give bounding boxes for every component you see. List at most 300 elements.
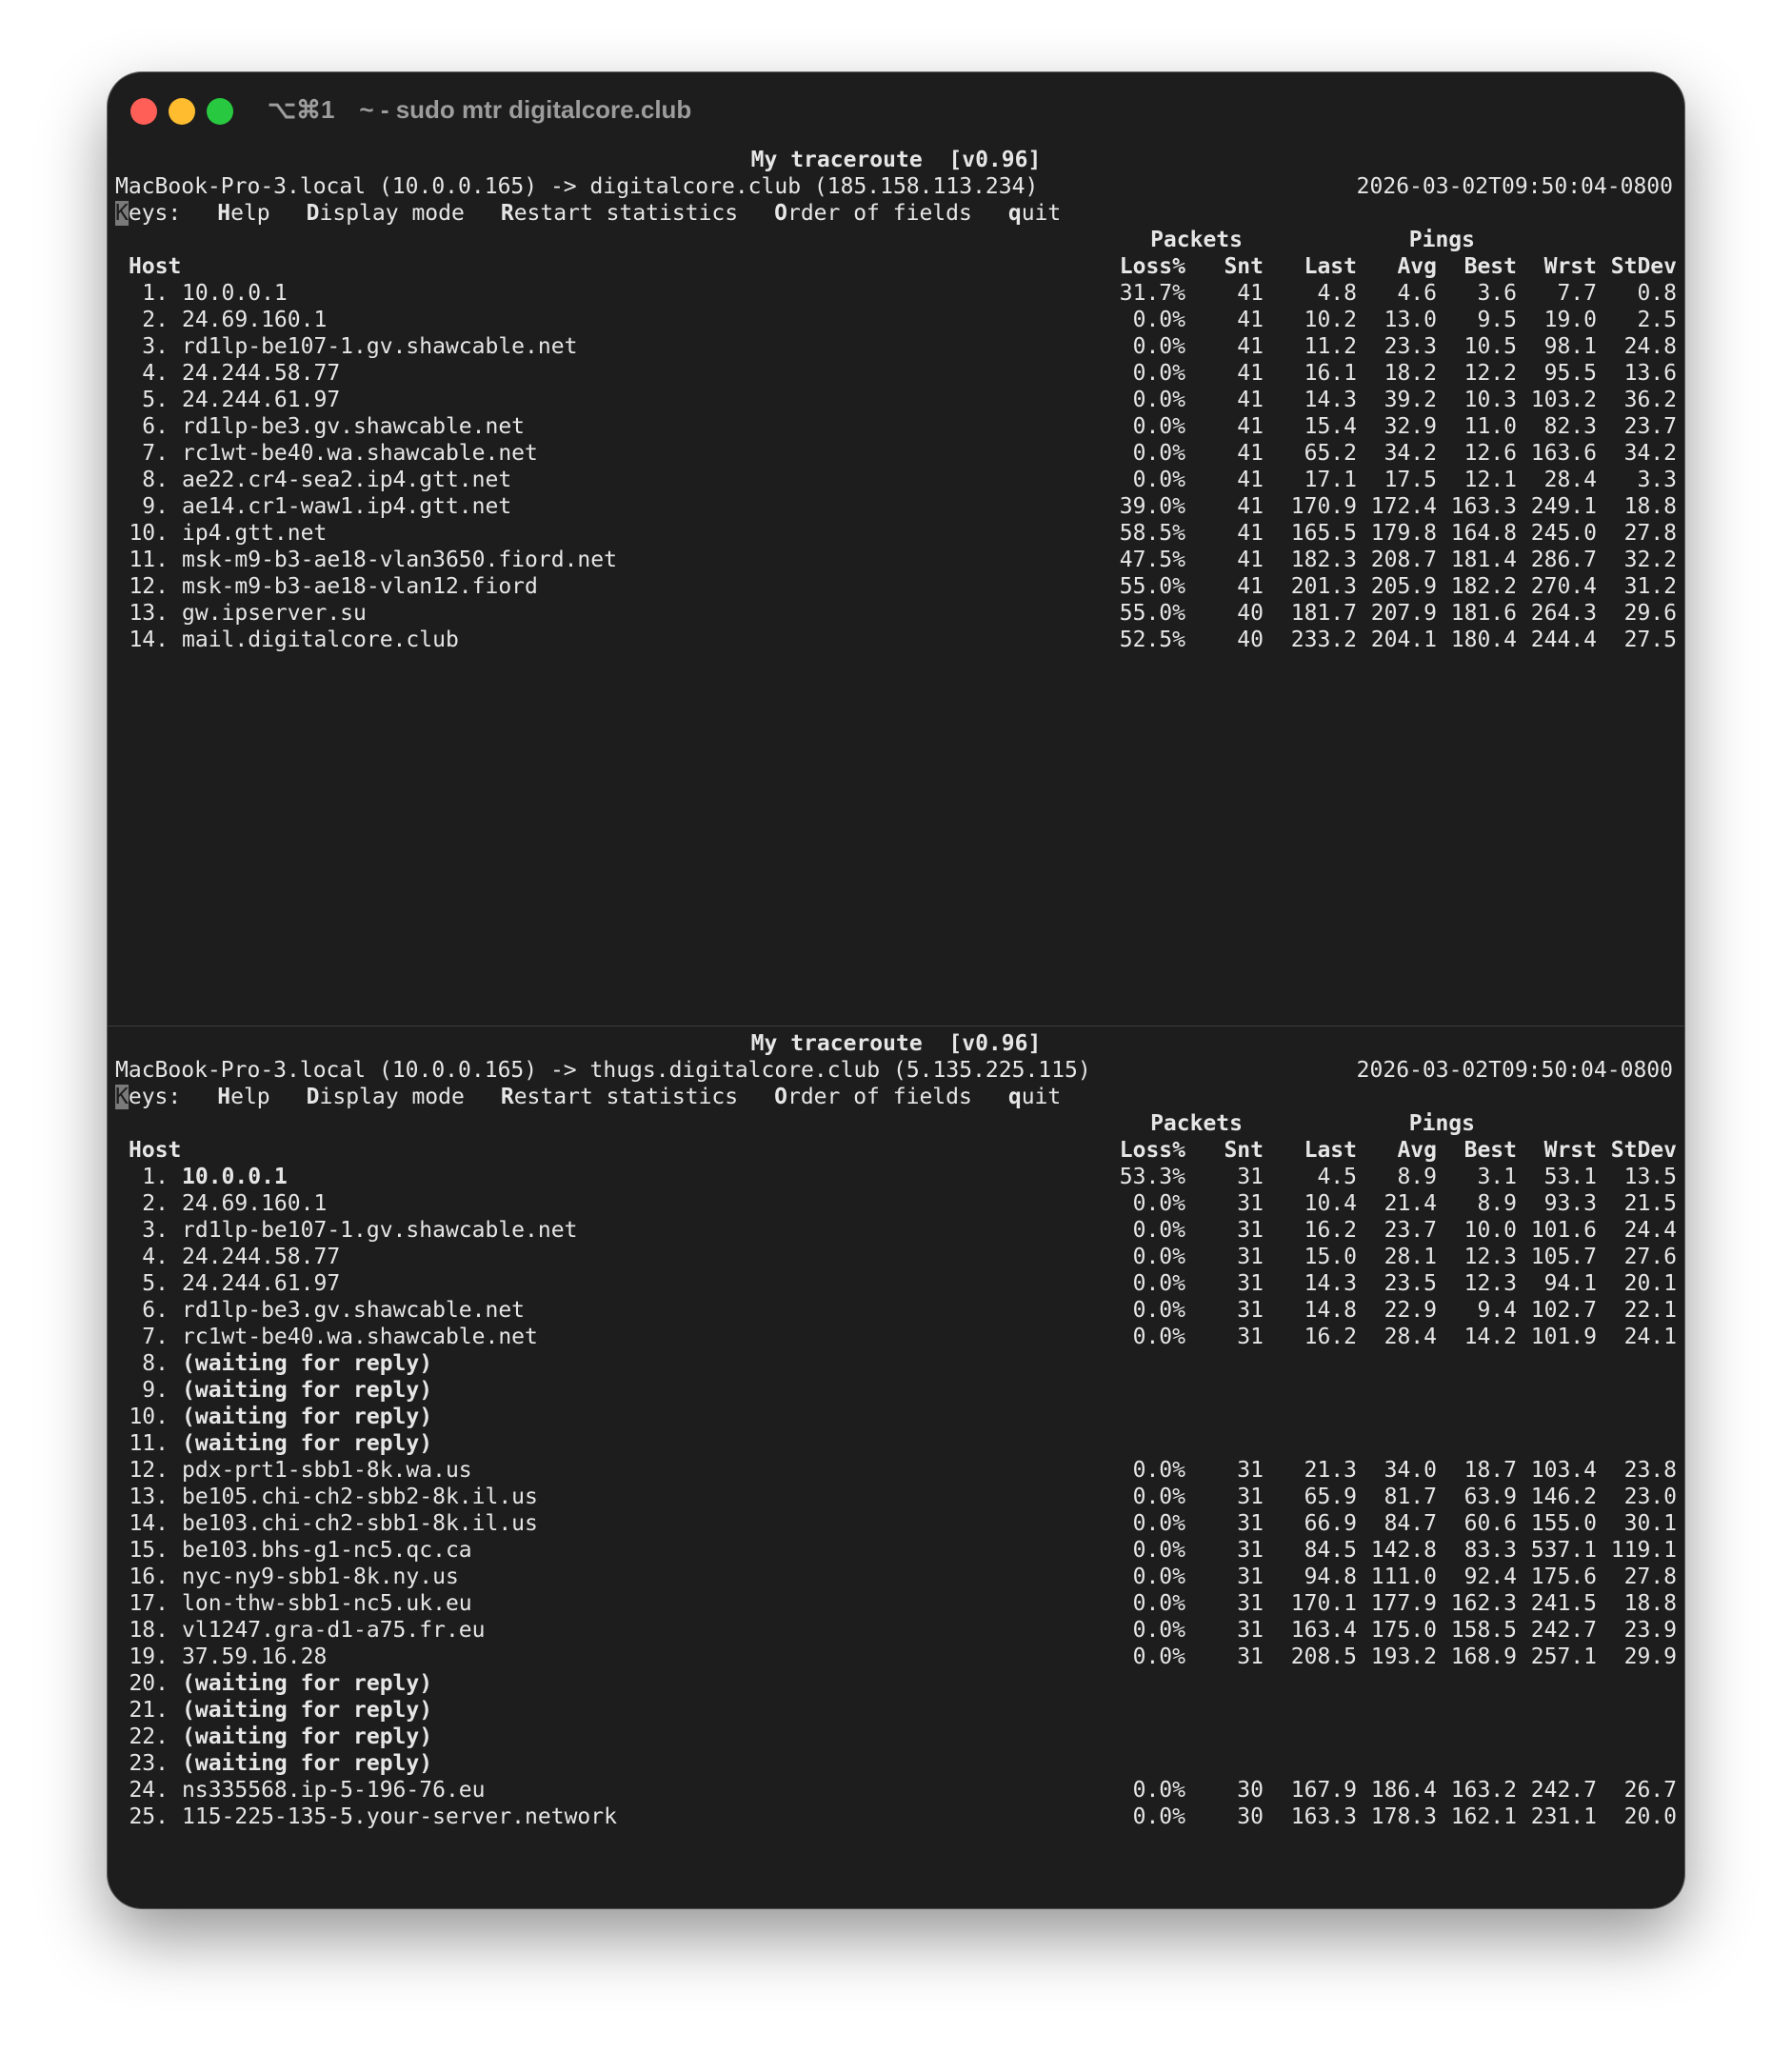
stdev-value: 23.9 bbox=[1623, 1618, 1677, 1643]
hop-number: 22. bbox=[129, 1724, 169, 1749]
hop-hostname: (waiting for reply) bbox=[182, 1351, 433, 1376]
hop-number: 18. bbox=[129, 1618, 169, 1643]
stdev-value: 27.8 bbox=[1623, 521, 1677, 546]
wrst-value: 53.1 bbox=[1543, 1165, 1597, 1189]
stdev-value: 27.8 bbox=[1623, 1565, 1677, 1589]
best-value: 10.0 bbox=[1463, 1218, 1517, 1243]
best-value: 158.5 bbox=[1450, 1618, 1517, 1643]
hop-hostname: be105.chi-ch2-sbb2-8k.il.us bbox=[182, 1485, 538, 1509]
hop-number: 4. bbox=[142, 361, 169, 386]
loss-value: 0.0% bbox=[1132, 1511, 1185, 1536]
hop-host-cell bbox=[115, 1724, 432, 1750]
hop-number: 12. bbox=[129, 574, 169, 599]
hop-number: 5. bbox=[142, 1271, 169, 1296]
hop-row bbox=[115, 547, 1677, 573]
command-label: uit bbox=[1021, 201, 1062, 226]
snt-value: 41 bbox=[1237, 414, 1264, 439]
hop-number: 11. bbox=[129, 548, 169, 572]
snt-value: 41 bbox=[1237, 281, 1264, 306]
avg-value: 13.0 bbox=[1384, 308, 1437, 332]
best-value: 168.9 bbox=[1450, 1644, 1517, 1669]
hop-host-cell bbox=[115, 1697, 432, 1724]
wrst-value: 264.3 bbox=[1530, 601, 1597, 626]
window-title bbox=[268, 95, 691, 125]
loss-column-header: Loss% bbox=[1119, 1138, 1185, 1163]
loss-value: 0.0% bbox=[1132, 1458, 1185, 1483]
best-value: 12.2 bbox=[1463, 361, 1517, 386]
stdev-value: 27.5 bbox=[1623, 628, 1677, 652]
last-value: 15.4 bbox=[1304, 414, 1357, 439]
hop-number: 7. bbox=[142, 441, 169, 466]
column-header-row bbox=[115, 1137, 1677, 1164]
hop-hostname: ns335568.ip-5-196-76.eu bbox=[182, 1778, 486, 1803]
last-value: 181.7 bbox=[1290, 601, 1357, 626]
snt-value: 40 bbox=[1237, 628, 1264, 652]
keys-label: eys: bbox=[128, 201, 182, 226]
cursor-key-mark: K bbox=[115, 1085, 129, 1109]
stdev-value: 24.1 bbox=[1623, 1325, 1677, 1349]
avg-value: 17.5 bbox=[1384, 468, 1437, 492]
snt-value: 41 bbox=[1237, 441, 1264, 466]
hop-row bbox=[115, 307, 1677, 333]
hop-row bbox=[115, 1804, 1677, 1830]
best-value: 18.7 bbox=[1463, 1458, 1517, 1483]
last-value: 182.3 bbox=[1290, 548, 1357, 572]
cursor-key-mark: K bbox=[115, 201, 129, 226]
snt-value: 41 bbox=[1237, 574, 1264, 599]
hop-host-cell bbox=[115, 1564, 459, 1590]
stdev-value: 18.8 bbox=[1623, 494, 1677, 519]
loss-value: 0.0% bbox=[1132, 414, 1185, 439]
hop-host-cell bbox=[115, 1670, 432, 1697]
hop-number: 6. bbox=[142, 414, 169, 439]
avg-value: 4.6 bbox=[1397, 281, 1437, 306]
last-value: 165.5 bbox=[1290, 521, 1357, 546]
loss-value: 0.0% bbox=[1132, 1565, 1185, 1589]
wrst-value: 286.7 bbox=[1530, 548, 1597, 572]
hop-number: 2. bbox=[142, 1191, 169, 1216]
mtr-pane-bottom bbox=[115, 1030, 1677, 1830]
hop-hostname: (waiting for reply) bbox=[182, 1698, 433, 1723]
last-value: 16.1 bbox=[1304, 361, 1357, 386]
hop-row bbox=[115, 573, 1677, 600]
wrst-value: 101.6 bbox=[1530, 1218, 1597, 1243]
avg-value: 8.9 bbox=[1397, 1165, 1437, 1189]
hop-host-cell bbox=[115, 1297, 525, 1324]
hotkey-letter: q bbox=[1007, 201, 1022, 226]
stdev-value: 23.7 bbox=[1623, 414, 1677, 439]
hop-hostname: rd1lp-be3.gv.shawcable.net bbox=[182, 1298, 526, 1323]
snt-column-header: Snt bbox=[1224, 254, 1264, 279]
stdev-column-header: StDev bbox=[1610, 1138, 1677, 1163]
hop-hostname: rc1wt-be40.wa.shawcable.net bbox=[182, 441, 538, 466]
wrst-value: 102.7 bbox=[1530, 1298, 1597, 1323]
last-value: 4.5 bbox=[1317, 1165, 1357, 1189]
stdev-value: 18.8 bbox=[1623, 1591, 1677, 1616]
snt-value: 31 bbox=[1237, 1591, 1264, 1616]
best-column-header: Best bbox=[1463, 254, 1517, 279]
loss-value: 0.0% bbox=[1132, 1298, 1185, 1323]
hotkey-letter: q bbox=[1007, 1085, 1022, 1109]
hop-host-cell bbox=[115, 1510, 538, 1537]
timestamp: 2026-03-02T09:50:04-0800 bbox=[1356, 174, 1673, 199]
avg-value: 205.9 bbox=[1370, 574, 1437, 599]
hop-host-cell bbox=[115, 280, 288, 307]
tab-shortcut: ⌥⌘1 bbox=[268, 95, 335, 124]
key-rder-command[interactable] bbox=[774, 201, 972, 226]
best-value: 9.5 bbox=[1477, 308, 1517, 332]
hotkey-letter: O bbox=[774, 201, 787, 226]
hop-host-cell bbox=[115, 1590, 472, 1617]
wrst-value: 101.9 bbox=[1530, 1325, 1597, 1349]
best-value: 12.3 bbox=[1463, 1245, 1517, 1269]
mtr-heading: My traceroute [v0.96] bbox=[750, 148, 1042, 172]
hotkey-letter: D bbox=[306, 1085, 320, 1109]
best-value: 11.0 bbox=[1463, 414, 1517, 439]
hop-host-cell bbox=[115, 547, 617, 573]
key-isplay-command[interactable] bbox=[307, 1085, 465, 1109]
avg-value: 177.9 bbox=[1370, 1591, 1437, 1616]
hop-row bbox=[115, 520, 1677, 547]
loss-value: 0.0% bbox=[1132, 1218, 1185, 1243]
hop-host-cell bbox=[115, 360, 340, 387]
hop-number: 14. bbox=[129, 1511, 169, 1536]
keys-bar bbox=[115, 200, 1677, 227]
avg-value: 32.9 bbox=[1384, 414, 1437, 439]
wrst-value: 98.1 bbox=[1543, 334, 1597, 359]
wrst-value: 242.7 bbox=[1530, 1618, 1597, 1643]
stdev-value: 23.8 bbox=[1623, 1458, 1677, 1483]
hop-row bbox=[115, 1430, 1677, 1457]
loss-column-header: Loss% bbox=[1119, 254, 1185, 279]
hop-row bbox=[115, 1537, 1677, 1564]
wrst-value: 95.5 bbox=[1543, 361, 1597, 386]
command-label: elp bbox=[230, 201, 270, 226]
mtr-pane-top bbox=[115, 147, 1677, 653]
hop-host-cell bbox=[115, 600, 367, 627]
loss-value: 0.0% bbox=[1132, 1485, 1185, 1509]
loss-value: 0.0% bbox=[1132, 1778, 1185, 1803]
hop-host-cell bbox=[115, 1617, 486, 1644]
last-value: 17.1 bbox=[1304, 468, 1357, 492]
wrst-column-header: Wrst bbox=[1543, 254, 1597, 279]
hop-number: 5. bbox=[142, 388, 169, 412]
hop-hostname: be103.bhs-g1-nc5.qc.ca bbox=[182, 1538, 472, 1563]
loss-value: 0.0% bbox=[1132, 1191, 1185, 1216]
hop-host-cell bbox=[115, 1537, 472, 1564]
hop-number: 2. bbox=[142, 308, 169, 332]
avg-value: 23.3 bbox=[1384, 334, 1437, 359]
hop-row bbox=[115, 1564, 1677, 1590]
avg-value: 81.7 bbox=[1384, 1485, 1437, 1509]
snt-value: 31 bbox=[1237, 1271, 1264, 1296]
stdev-value: 13.6 bbox=[1623, 361, 1677, 386]
best-value: 3.1 bbox=[1477, 1165, 1517, 1189]
hop-hostname: 10.0.0.1 bbox=[182, 1165, 288, 1189]
command-label: estart statistics bbox=[513, 1085, 739, 1109]
key-elp-command[interactable] bbox=[217, 1085, 269, 1109]
packets-group-header: Packets bbox=[1150, 228, 1243, 252]
snt-value: 31 bbox=[1237, 1325, 1264, 1349]
hop-row bbox=[115, 333, 1677, 360]
stdev-value: 119.1 bbox=[1610, 1538, 1677, 1563]
key-rder-command[interactable] bbox=[774, 1085, 972, 1109]
snt-value: 30 bbox=[1237, 1778, 1264, 1803]
hop-number: 15. bbox=[129, 1538, 169, 1563]
stdev-value: 24.8 bbox=[1623, 334, 1677, 359]
last-value: 16.2 bbox=[1304, 1325, 1357, 1349]
hop-host-cell bbox=[115, 387, 340, 413]
packets-group-header: Packets bbox=[1150, 1111, 1243, 1136]
command-label: estart statistics bbox=[513, 201, 739, 226]
last-value: 163.3 bbox=[1290, 1804, 1357, 1829]
hop-hostname: ip4.gtt.net bbox=[182, 521, 328, 546]
snt-value: 31 bbox=[1237, 1485, 1264, 1509]
hop-row bbox=[115, 413, 1677, 440]
wrst-value: 7.7 bbox=[1557, 281, 1597, 306]
loss-value: 58.5% bbox=[1119, 521, 1185, 546]
command-label: uit bbox=[1021, 1085, 1062, 1109]
hop-host-cell bbox=[115, 1777, 486, 1804]
last-value: 163.4 bbox=[1290, 1618, 1357, 1643]
loss-value: 0.0% bbox=[1132, 334, 1185, 359]
hop-number: 23. bbox=[129, 1751, 169, 1776]
loss-value: 55.0% bbox=[1119, 574, 1185, 599]
pings-group-header: Pings bbox=[1408, 228, 1475, 252]
stdev-value: 2.5 bbox=[1637, 308, 1677, 332]
avg-value: 178.3 bbox=[1370, 1804, 1437, 1829]
group-header-row bbox=[115, 227, 1677, 253]
hop-number: 21. bbox=[129, 1698, 169, 1723]
last-value: 10.4 bbox=[1304, 1191, 1357, 1216]
command-label: rder of fields bbox=[786, 201, 972, 226]
stdev-value: 31.2 bbox=[1623, 574, 1677, 599]
stdev-value: 26.7 bbox=[1623, 1778, 1677, 1803]
hop-hostname: 24.244.58.77 bbox=[182, 1245, 341, 1269]
last-value: 4.8 bbox=[1317, 281, 1357, 306]
hotkey-letter: D bbox=[306, 201, 320, 226]
hop-host-cell bbox=[115, 1644, 327, 1670]
best-value: 9.4 bbox=[1477, 1298, 1517, 1323]
hotkey-letter: H bbox=[217, 1085, 231, 1109]
best-value: 8.9 bbox=[1477, 1191, 1517, 1216]
avg-column-header: Avg bbox=[1397, 1138, 1437, 1163]
minimize-button[interactable] bbox=[169, 98, 195, 125]
hop-hostname: 24.244.61.97 bbox=[182, 1271, 341, 1296]
hop-row bbox=[115, 387, 1677, 413]
hop-number: 20. bbox=[129, 1671, 169, 1696]
hop-row bbox=[115, 1350, 1677, 1377]
avg-value: 172.4 bbox=[1370, 494, 1437, 519]
key-elp-command[interactable] bbox=[217, 201, 269, 226]
loss-value: 53.3% bbox=[1119, 1165, 1185, 1189]
wrst-value: 245.0 bbox=[1530, 521, 1597, 546]
route-text: MacBook-Pro-3.local (10.0.0.165) -> thugs.digitalcore.club (5.135.225.115) bbox=[115, 1058, 1091, 1083]
key-uit-command[interactable] bbox=[1008, 201, 1061, 226]
hop-host-cell bbox=[115, 1430, 432, 1457]
hop-host-cell bbox=[115, 520, 327, 547]
hop-number: 12. bbox=[129, 1458, 169, 1483]
hop-number: 13. bbox=[129, 601, 169, 626]
avg-value: 34.0 bbox=[1384, 1458, 1437, 1483]
keys-label: eys: bbox=[128, 1085, 182, 1109]
loss-value: 0.0% bbox=[1132, 441, 1185, 466]
stdev-value: 24.4 bbox=[1623, 1218, 1677, 1243]
wrst-value: 175.6 bbox=[1530, 1565, 1597, 1589]
hop-row bbox=[115, 1244, 1677, 1270]
hop-number: 1. bbox=[142, 281, 169, 306]
last-value: 10.2 bbox=[1304, 308, 1357, 332]
stdev-value: 13.5 bbox=[1623, 1165, 1677, 1189]
stdev-value: 0.8 bbox=[1637, 281, 1677, 306]
wrst-value: 146.2 bbox=[1530, 1485, 1597, 1509]
hop-row bbox=[115, 627, 1677, 653]
best-value: 14.2 bbox=[1463, 1325, 1517, 1349]
hop-hostname: 24.244.58.77 bbox=[182, 361, 341, 386]
keys-bar bbox=[115, 1084, 1677, 1110]
wrst-value: 249.1 bbox=[1530, 494, 1597, 519]
best-value: 162.3 bbox=[1450, 1591, 1517, 1616]
column-header-row bbox=[115, 253, 1677, 280]
hop-row bbox=[115, 1724, 1677, 1750]
hop-number: 17. bbox=[129, 1591, 169, 1616]
group-header-row bbox=[115, 1110, 1677, 1137]
wrst-value: 163.6 bbox=[1530, 441, 1597, 466]
zoom-button[interactable] bbox=[207, 98, 233, 125]
last-value: 167.9 bbox=[1290, 1778, 1357, 1803]
hop-host-cell bbox=[115, 307, 327, 333]
host-column-header: Host bbox=[129, 254, 182, 279]
close-button[interactable] bbox=[130, 98, 157, 125]
hop-number: 6. bbox=[142, 1298, 169, 1323]
hop-host-cell bbox=[115, 413, 525, 440]
loss-value: 47.5% bbox=[1119, 548, 1185, 572]
hop-hostname: (waiting for reply) bbox=[182, 1405, 433, 1429]
best-value: 162.1 bbox=[1450, 1804, 1517, 1829]
hop-host-cell bbox=[115, 627, 459, 653]
hop-row bbox=[115, 1590, 1677, 1617]
hop-row bbox=[115, 1750, 1677, 1777]
hop-hostname: gw.ipserver.su bbox=[182, 601, 367, 626]
best-value: 163.3 bbox=[1450, 494, 1517, 519]
hop-number: 10. bbox=[129, 1405, 169, 1429]
wrst-value: 103.2 bbox=[1530, 388, 1597, 412]
best-value: 181.4 bbox=[1450, 548, 1517, 572]
wrst-value: 82.3 bbox=[1543, 414, 1597, 439]
hop-number: 9. bbox=[142, 1378, 169, 1403]
best-value: 164.8 bbox=[1450, 521, 1517, 546]
stdev-value: 36.2 bbox=[1623, 388, 1677, 412]
hop-row bbox=[115, 1377, 1677, 1404]
avg-value: 22.9 bbox=[1384, 1298, 1437, 1323]
hop-row bbox=[115, 1404, 1677, 1430]
loss-value: 0.0% bbox=[1132, 1644, 1185, 1669]
hop-hostname: rd1lp-be107-1.gv.shawcable.net bbox=[182, 1218, 578, 1243]
host-column-header: Host bbox=[129, 1138, 182, 1163]
hop-row bbox=[115, 1644, 1677, 1670]
last-value: 65.2 bbox=[1304, 441, 1357, 466]
avg-column-header: Avg bbox=[1397, 254, 1437, 279]
timestamp: 2026-03-02T09:50:04-0800 bbox=[1356, 1058, 1673, 1083]
hop-number: 19. bbox=[129, 1644, 169, 1669]
wrst-value: 94.1 bbox=[1543, 1271, 1597, 1296]
last-column-header: Last bbox=[1304, 254, 1357, 279]
command-label: isplay mode bbox=[319, 201, 465, 226]
hop-host-cell bbox=[115, 1484, 538, 1510]
key-estart-command[interactable] bbox=[501, 201, 738, 226]
hop-number: 14. bbox=[129, 628, 169, 652]
best-value: 10.3 bbox=[1463, 388, 1517, 412]
snt-value: 31 bbox=[1237, 1191, 1264, 1216]
avg-value: 21.4 bbox=[1384, 1191, 1437, 1216]
wrst-value: 537.1 bbox=[1530, 1538, 1597, 1563]
hop-hostname: nyc-ny9-sbb1-8k.ny.us bbox=[182, 1565, 459, 1589]
snt-value: 41 bbox=[1237, 521, 1264, 546]
hop-host-cell bbox=[115, 1350, 432, 1377]
avg-value: 28.4 bbox=[1384, 1325, 1437, 1349]
hop-row bbox=[115, 1777, 1677, 1804]
snt-value: 31 bbox=[1237, 1644, 1264, 1669]
hop-hostname: (waiting for reply) bbox=[182, 1751, 433, 1776]
last-value: 170.9 bbox=[1290, 494, 1357, 519]
command-label: isplay mode bbox=[319, 1085, 465, 1109]
avg-value: 179.8 bbox=[1370, 521, 1437, 546]
avg-value: 23.5 bbox=[1384, 1271, 1437, 1296]
stdev-value: 32.2 bbox=[1623, 548, 1677, 572]
hop-host-cell bbox=[115, 440, 538, 467]
hop-row bbox=[115, 1670, 1677, 1697]
wrst-value: 105.7 bbox=[1530, 1245, 1597, 1269]
hop-number: 3. bbox=[142, 1218, 169, 1243]
best-value: 12.3 bbox=[1463, 1271, 1517, 1296]
loss-value: 0.0% bbox=[1132, 1804, 1185, 1829]
hop-hostname: msk-m9-b3-ae18-vlan12.fiord bbox=[182, 574, 538, 599]
loss-value: 0.0% bbox=[1132, 1325, 1185, 1349]
wrst-value: 28.4 bbox=[1543, 468, 1597, 492]
snt-value: 41 bbox=[1237, 308, 1264, 332]
hop-host-cell bbox=[115, 333, 577, 360]
hop-number: 7. bbox=[142, 1325, 169, 1349]
hop-row bbox=[115, 1217, 1677, 1244]
loss-value: 31.7% bbox=[1119, 281, 1185, 306]
loss-value: 0.0% bbox=[1132, 1245, 1185, 1269]
key-isplay-command[interactable] bbox=[307, 201, 465, 226]
hop-hostname: 37.59.16.28 bbox=[182, 1644, 328, 1669]
hop-row bbox=[115, 1510, 1677, 1537]
stdev-value: 20.1 bbox=[1623, 1271, 1677, 1296]
wrst-value: 241.5 bbox=[1530, 1591, 1597, 1616]
hop-hostname: vl1247.gra-d1-a75.fr.eu bbox=[182, 1618, 486, 1643]
route-line bbox=[115, 173, 1677, 200]
key-uit-command[interactable] bbox=[1008, 1085, 1061, 1109]
hop-number: 3. bbox=[142, 334, 169, 359]
loss-value: 0.0% bbox=[1132, 1618, 1185, 1643]
loss-value: 55.0% bbox=[1119, 601, 1185, 626]
hop-hostname: 10.0.0.1 bbox=[182, 281, 288, 306]
last-value: 84.5 bbox=[1304, 1538, 1357, 1563]
avg-value: 28.1 bbox=[1384, 1245, 1437, 1269]
best-value: 182.2 bbox=[1450, 574, 1517, 599]
last-value: 14.3 bbox=[1304, 1271, 1357, 1296]
stdev-value: 30.1 bbox=[1623, 1511, 1677, 1536]
hop-number: 24. bbox=[129, 1778, 169, 1803]
best-value: 63.9 bbox=[1463, 1485, 1517, 1509]
window-title-text: ~ - sudo mtr digitalcore.club bbox=[359, 95, 692, 124]
snt-value: 31 bbox=[1237, 1218, 1264, 1243]
key-estart-command[interactable] bbox=[501, 1085, 738, 1109]
terminal-window bbox=[108, 72, 1684, 1908]
command-label: rder of fields bbox=[786, 1085, 972, 1109]
